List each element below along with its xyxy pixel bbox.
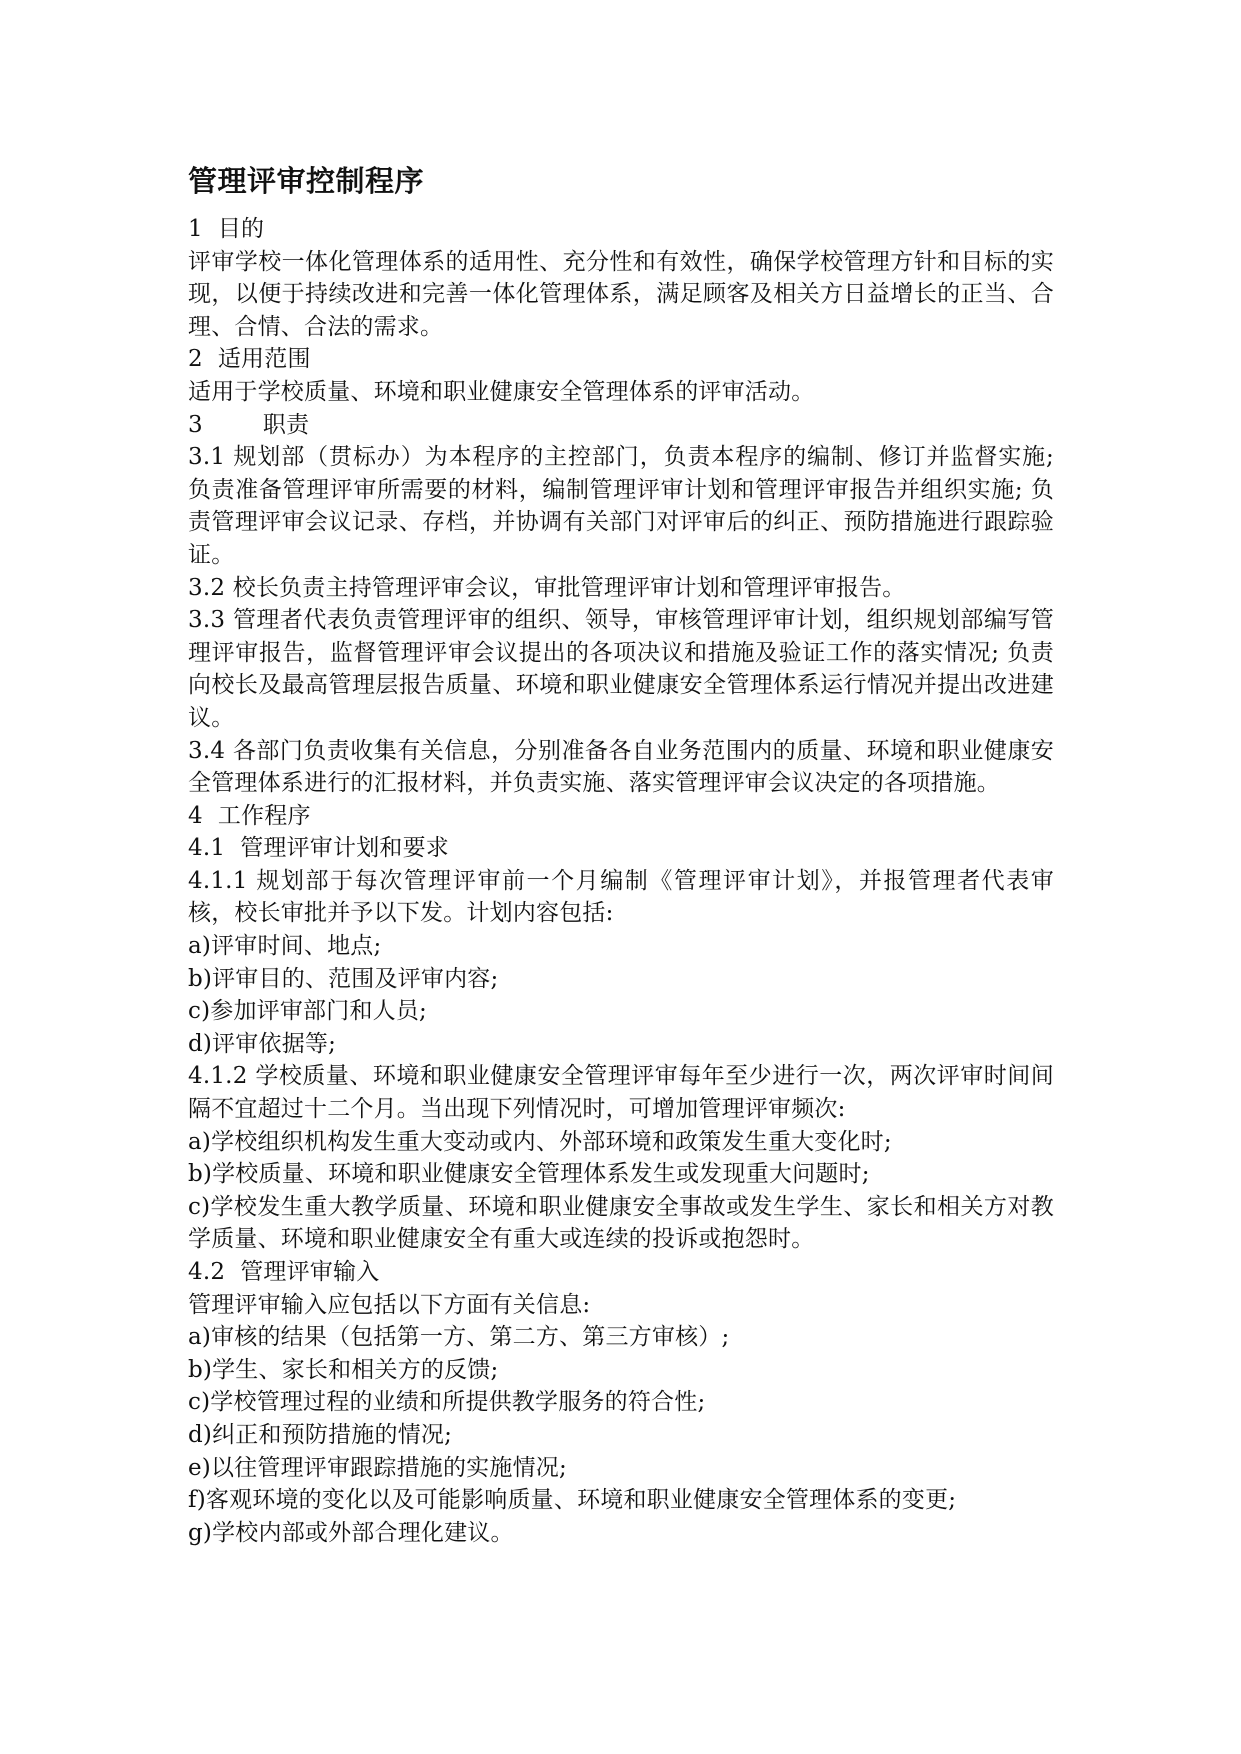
section-3-heading: 3 职责 (188, 411, 310, 438)
section-3-2-text: 3.2 校长负责主持管理评审会议，审批管理评审计划和管理评审报告。 (188, 574, 906, 601)
list-item: b)学生、家长和相关方的反馈; (188, 1356, 499, 1383)
section-2-text: 适用于学校质量、环境和职业健康安全管理体系的评审活动。 (188, 378, 815, 405)
section-4-1-heading: 4.1 管理评审计划和要求 (188, 835, 449, 862)
list-item: d)评审依据等; (188, 1030, 337, 1057)
list-item: c)参加评审部门和人员; (188, 998, 428, 1025)
section-2-heading: 2 适用范围 (188, 346, 311, 373)
list-item: b)评审目的、范围及评审内容; (188, 965, 499, 992)
list-item: e)以往管理评审跟踪措施的实施情况; (188, 1454, 567, 1481)
section-4-2-heading: 4.2 管理评审输入 (188, 1259, 380, 1285)
section-3-1-text: 3.1 规划部（贯标办）为本程序的主控部门，负责本程序的编制、修订并监督实施; 负责准备管理评审所需要的材料，编制管理评审计划和管理评审报告并组织实施; 负责管理评审会议记录、存档，并协调有关部门对评审后的纠正、预防措施进行跟踪验证。 (188, 444, 1054, 568)
list-item: a)审核的结果（包括第一方、第二方、第三方审核）; (188, 1324, 730, 1351)
list-item: f)客观环境的变化以及可能影响质量、环境和职业健康安全管理体系的变更; (188, 1487, 957, 1514)
section-3-3-text: 3.3 管理者代表负责管理评审的组织、领导，审核管理评审计划，组织规划部编写管理评审报告，监督管理评审会议提出的各项决议和措施及验证工作的落实情况; 负责向校长及最高管理层报告质量、环境和职业健康安全管理体系运行情况并提出改进建议。 (188, 607, 1054, 731)
list-item: g)学校内部或外部合理化建议。 (188, 1519, 514, 1546)
section-1-heading: 1 目的 (188, 216, 265, 242)
section-4-1-1-text: 4.1.1 规划部于每次管理评审前一个月编制《管理评审计划》，并报管理者代表审核，校长审批并予以下发。计划内容包括: (188, 867, 1054, 927)
section-3-4-text: 3.4 各部门负责收集有关信息，分别准备各自业务范围内的质量、环境和职业健康安全管理体系进行的汇报材料，并负责实施、落实管理评审会议决定的各项措施。 (188, 737, 1054, 797)
document-title: 管理评审控制程序 (188, 164, 425, 198)
list-item: a)学校组织机构发生重大变动或内、外部环境和政策发生重大变化时; (188, 1128, 892, 1155)
section-4-1-2-text: 4.1.2 学校质量、环境和职业健康安全管理评审每年至少进行一次，两次评审时间间隔不宜超过十二个月。当出现下列情况时，可增加管理评审频次: (188, 1063, 1054, 1123)
list-item: c)学校发生重大教学质量、环境和职业健康安全事故或发生学生、家长和相关方对教学质量、环境和职业健康安全有重大或连续的投诉或抱怨时。 (188, 1193, 1054, 1253)
section-1-text: 评审学校一体化管理体系的适用性、充分性和有效性，确保学校管理方针和目标的实现，以便于持续改进和完善一体化管理体系，满足顾客及相关方日益增长的正当、合理、合情、合法的需求。 (188, 248, 1054, 340)
document-body (188, 161, 1054, 1549)
section-4-heading: 4 工作程序 (188, 802, 311, 829)
list-item: c)学校管理过程的业绩和所提供教学服务的符合性; (188, 1389, 706, 1416)
list-item: a)评审时间、地点; (188, 933, 382, 960)
list-item: b)学校质量、环境和职业健康安全管理体系发生或发现重大问题时; (188, 1161, 870, 1188)
section-4-2-text: 管理评审输入应包括以下方面有关信息: (188, 1291, 591, 1318)
list-item: d)纠正和预防措施的情况; (188, 1421, 453, 1448)
